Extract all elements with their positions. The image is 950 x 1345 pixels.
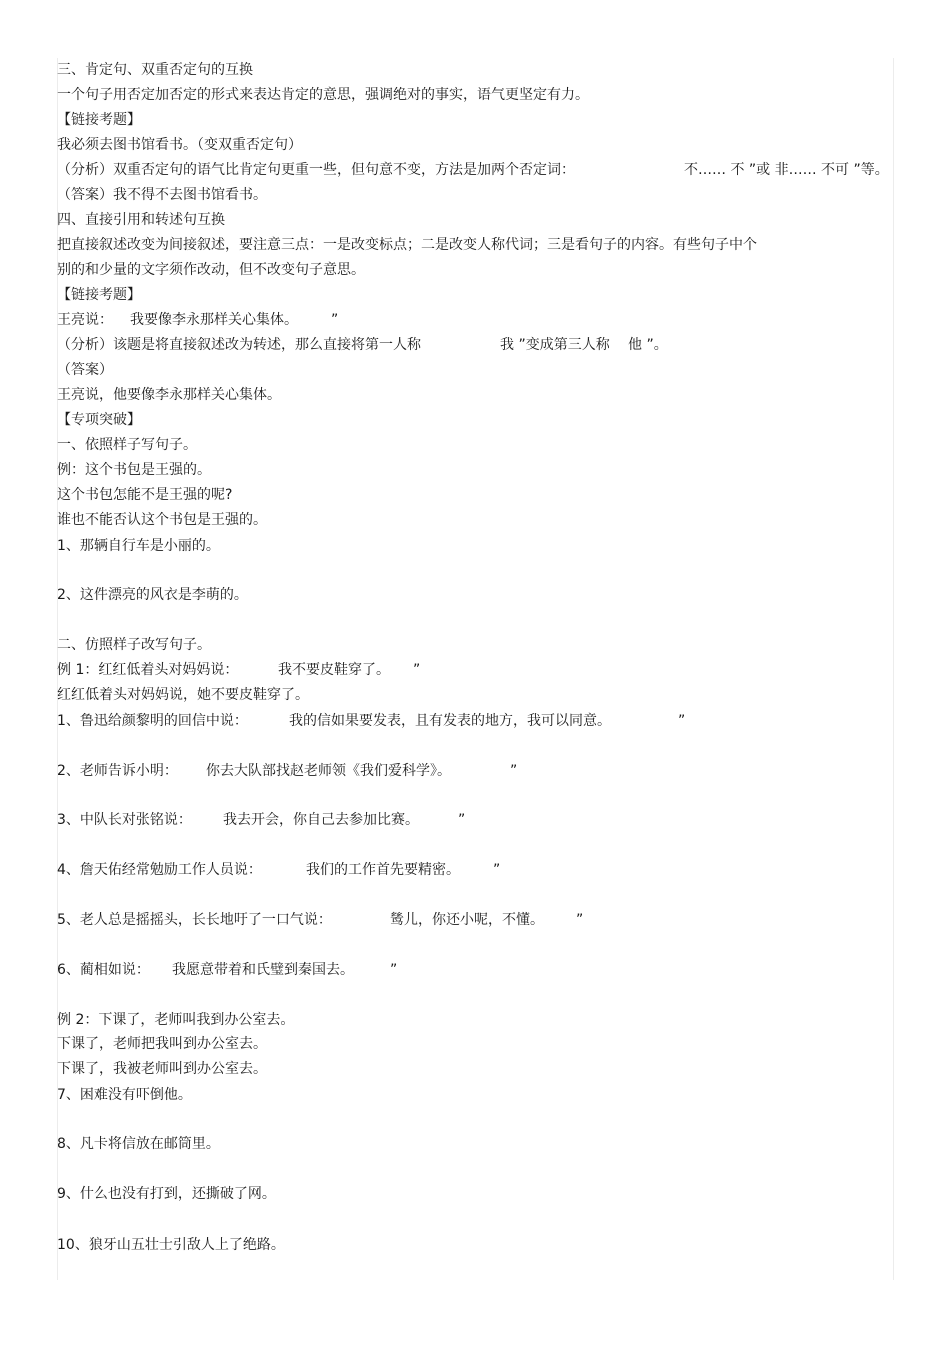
section-3-description: 一个句子用否定加否定的形式来表达肯定的意思，强调绝对的事实，语气更坚定有力。 [57, 87, 589, 103]
answer-1: （答案）我不得不去图书馆看书。 [57, 187, 267, 203]
exam-question-2-close-quote: ” [331, 312, 339, 328]
question-3-close-quote: ” [458, 812, 466, 828]
section-4-description-a: 把直接叙述改变为间接叙述，要注意三点：一是改变标点；二是改变人称代词；三是看句子的内容。有些句子中个 [57, 237, 757, 253]
link-exam-label-2: 【链接考题】 [57, 287, 141, 303]
question-2-speaker: 2、老师告诉小明： [57, 763, 178, 779]
question-2-close-quote: ” [510, 763, 518, 779]
exam-question-2-speaker: 王亮说： [57, 312, 113, 328]
question-6-close-quote: ” [390, 962, 398, 978]
question-5-close-quote: ” [576, 912, 584, 928]
analysis-2-tail: 我 ”变成第三人称 [500, 337, 610, 353]
exercise-1-example: 例：这个书包是王强的。 [57, 462, 211, 478]
special-breakthrough-label: 【专项突破】 [57, 412, 141, 428]
exam-question-2-speech: 我要像李永那样关心集体。 [130, 312, 298, 328]
exercise-2-question-9: 9、什么也没有打到，还撕破了网。 [57, 1186, 276, 1202]
exercise-2-example-2-b: 下课了，我被老师叫到办公室去。 [57, 1061, 267, 1077]
section-4-description-b: 别的和少量的文字须作改动，但不改变句子意思。 [57, 262, 365, 278]
exercise-2-question-7: 7、困难没有吓倒他。 [57, 1087, 192, 1103]
exercise-2-example-2-a: 下课了，老师把我叫到办公室去。 [57, 1036, 267, 1052]
analysis-2-end: 他 ”。 [628, 337, 668, 353]
question-1-speaker: 1、鲁迅给颜黎明的回信中说： [57, 713, 248, 729]
answer-2-label: （答案） [57, 362, 113, 378]
exercise-2-question-10: 10、狼牙山五壮士引敌人上了绝路。 [57, 1237, 285, 1253]
exercise-1-title: 一、依照样子写句子。 [57, 437, 197, 453]
analysis-1-main: （分析）双重否定句的语气比肯定句更重一些，但句意不变，方法是加两个否定词： [57, 162, 575, 178]
analysis-2-main: （分析）该题是将直接叙述改为转述，那么直接将第一人称 [57, 337, 421, 353]
exercise-1-example-a: 这个书包怎能不是王强的呢? [57, 487, 233, 503]
question-6-speech: 我愿意带着和氏璧到秦国去。 [172, 962, 354, 978]
question-4-speaker: 4、詹天佑经常勉励工作人员说： [57, 862, 262, 878]
section-3-heading: 三、肯定句、双重否定句的互换 [57, 62, 253, 78]
section-4-heading: 四、直接引用和转述句互换 [57, 212, 225, 228]
question-3-speech: 我去开会，你自己去参加比赛。 [223, 812, 419, 828]
exercise-1-question-1: 1、那辆自行车是小丽的。 [57, 538, 220, 554]
exercise-2-title: 二、仿照样子改写句子。 [57, 637, 211, 653]
question-5-speaker: 5、老人总是摇摇头，长长地吁了一口气说： [57, 912, 332, 928]
question-1-close-quote: ” [678, 713, 686, 729]
question-3-speaker: 3、中队长对张铭说： [57, 812, 192, 828]
question-2-speech: 你去大队部找赵老师领《我们爱科学》。 [206, 763, 451, 779]
question-1-speech: 我的信如果要发表，且有发表的地方，我可以同意。 [289, 713, 611, 729]
example-1-speech: 我不要皮鞋穿了。 [278, 662, 390, 678]
link-exam-label-1: 【链接考题】 [57, 112, 141, 128]
question-6-speaker: 6、蔺相如说： [57, 962, 150, 978]
example-1-speaker: 例 1：红红低着头对妈妈说： [57, 662, 239, 678]
question-4-close-quote: ” [493, 862, 501, 878]
right-margin-rule [893, 58, 894, 1280]
analysis-1-tail: 不…… 不 ”或 非…… 不可 ”等。 [684, 162, 889, 178]
question-5-speech: 鸶儿，你还小呢，不懂。 [390, 912, 544, 928]
answer-2: 王亮说，他要像李永那样关心集体。 [57, 387, 281, 403]
exercise-2-question-8: 8、凡卡将信放在邮筒里。 [57, 1136, 220, 1152]
exercise-2-example-2: 例 2：下课了，老师叫我到办公室去。 [57, 1012, 295, 1028]
exercise-2-example-1-answer: 红红低着头对妈妈说，她不要皮鞋穿了。 [57, 687, 309, 703]
exercise-1-example-b: 谁也不能否认这个书包是王强的。 [57, 512, 267, 528]
exam-question-1: 我必须去图书馆看书。（变双重否定句） [57, 137, 302, 153]
example-1-close-quote: ” [413, 662, 421, 678]
exercise-1-question-2: 2、这件漂亮的风衣是李萌的。 [57, 587, 248, 603]
question-4-speech: 我们的工作首先要精密。 [306, 862, 460, 878]
